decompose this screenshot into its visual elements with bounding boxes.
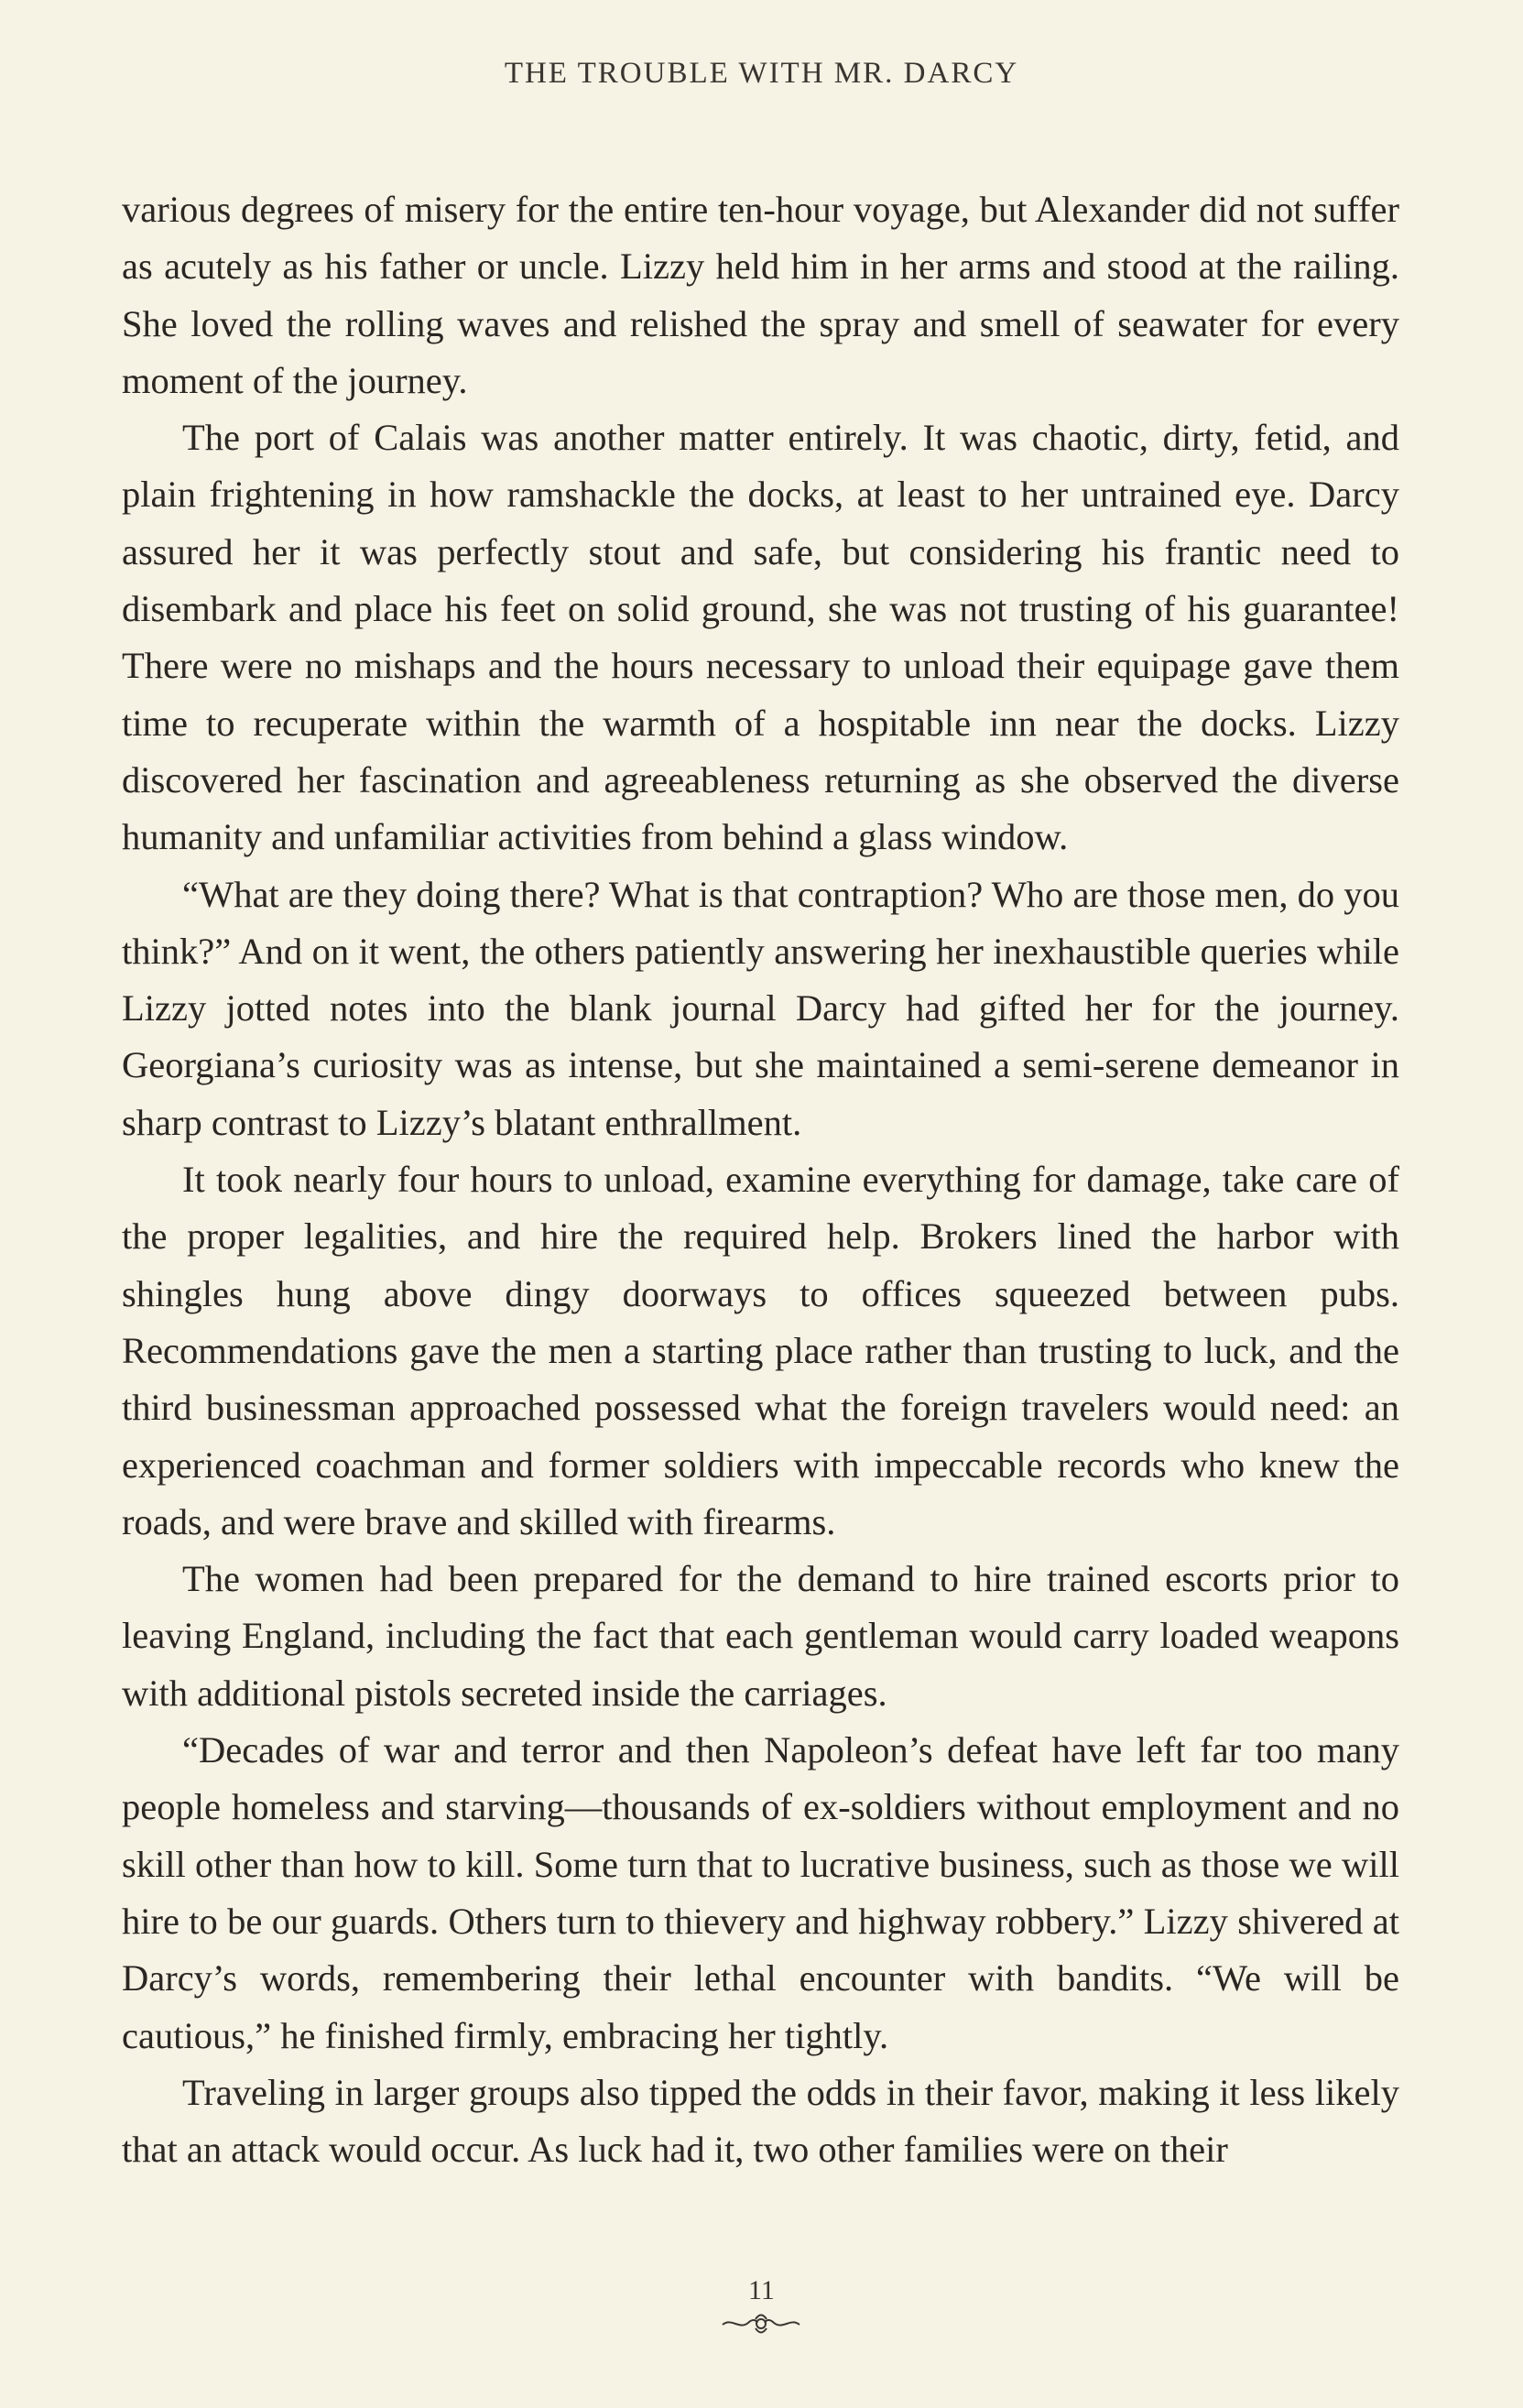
paragraph: “Decades of war and terror and then Napoleon’s defeat have left far too many people homeless and starving—thousands of ex-soldiers without employment and no skill other than how to kill. Some turn that to lucrative business, such as those we will hire to be our guards. Others turn to thievery and highway robbery.” Lizzy shivered at Darcy’s words, remembering their lethal encounter with bandits. “We will be cautious,” he finished firmly, embracing her tightly. xyxy=(122,1729,1399,2056)
paragraph: “What are they doing there? What is that contraption? Who are those men, do you think?” And on it went, the others patiently answering her inexhaustible queries while Lizzy jotted notes into the blank journal Darcy had gifted her for the journey. Georgiana’s curiosity was as intense, but she maintained a semi-serene demeanor in sharp contrast to Lizzy’s blatant enthrallment. xyxy=(122,873,1399,1143)
paragraph: It took nearly four hours to unload, examine everything for damage, take care of the proper legalities, and hire the required help. Brokers lined the harbor with shingles hung above dingy doorways to offices squeezed between pubs. Recommendations gave the men a starting place rather than trusting to luck, and the third businessman approached possessed what the foreign travelers would need: an experienced coachman and former soldiers with impeccable records who knew the roads, and were brave and skilled with firearms. xyxy=(122,1159,1399,1542)
paragraph: Traveling in larger groups also tipped the odds in their favor, making it less likely that an attack would occur. As luck had it, two other families were on their xyxy=(122,2071,1399,2171)
page-number: 11 xyxy=(748,2275,775,2305)
body-text xyxy=(122,181,1399,2178)
running-head-title: THE TROUBLE WITH MR. DARCY xyxy=(504,57,1019,90)
paragraph: various degrees of misery for the entire ten-hour voyage, but Alexander did not suffer as acutely as his father or uncle. Lizzy held him in her arms and stood at the railing. She loved the rolling waves and relished the spray and smell of seawater for every moment of the journey. xyxy=(122,189,1399,401)
paragraph: The port of Calais was another matter entirely. It was chaotic, dirty, fetid, and plain frightening in how ramshackle the docks, at least to her untrained eye. Darcy assured her it was perfectly stout and safe, but considering his frantic need to disembark and place his feet on solid ground, she was not trusting of his guarantee! There were no mishaps and the hours necessary to unload their equipage gave them time to recuperate within the warmth of a hospitable inn near the docks. Lizzy discovered her fascination and agreeableness returning as she observed the diverse humanity and unfamiliar activities from behind a glass window. xyxy=(122,417,1399,858)
paragraph: The women had been prepared for the demand to hire trained escorts prior to leaving England, including the fact that each gentleman would carry loaded weapons with additional pistols secreted inside the carriages. xyxy=(122,1558,1399,1714)
decorative-flourish-icon xyxy=(715,2312,807,2336)
